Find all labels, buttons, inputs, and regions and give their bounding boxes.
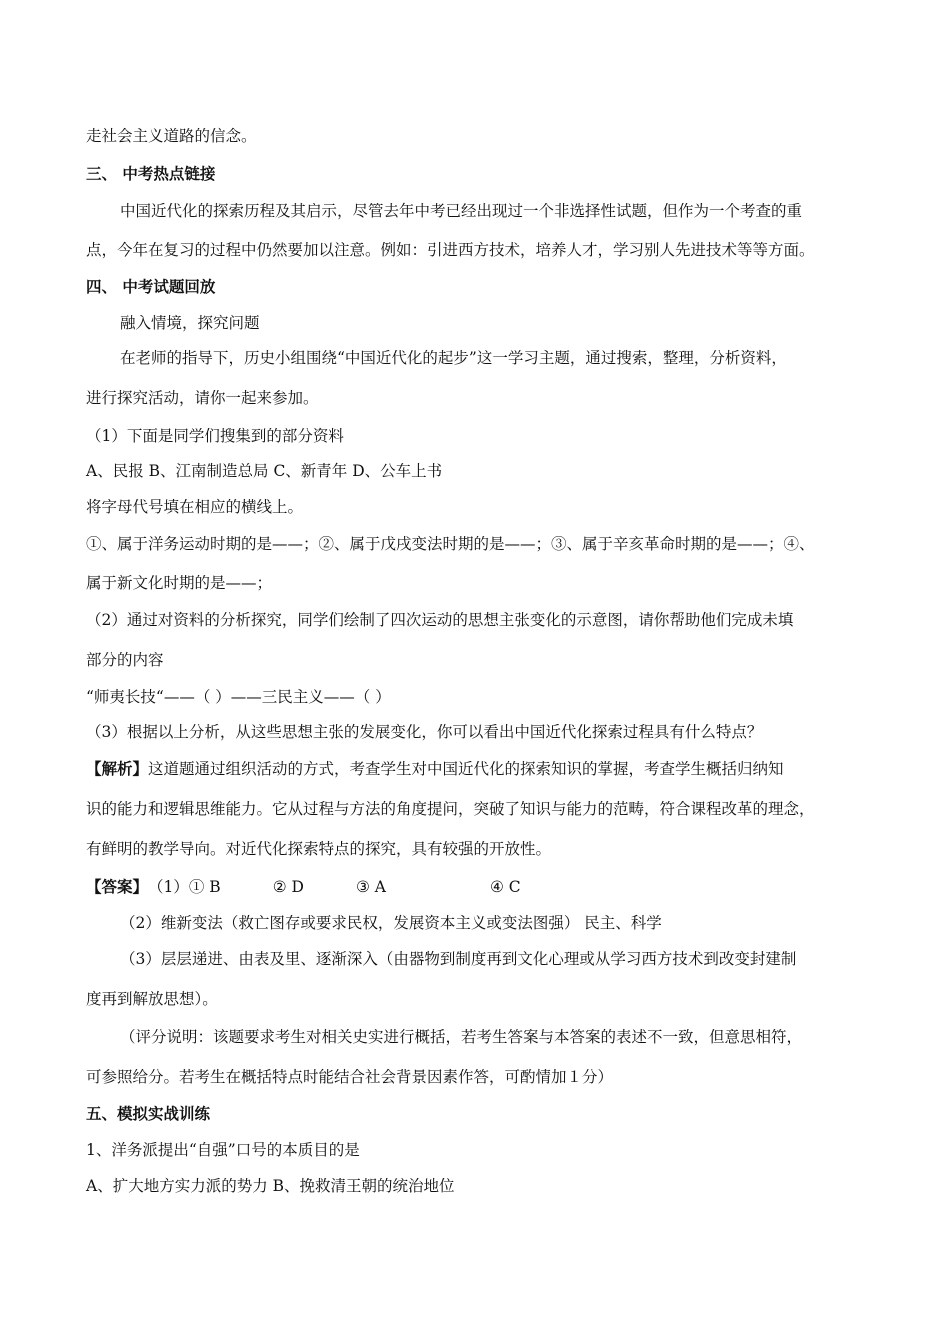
text-line: 识的能力和逻辑思维能力。它从过程与方法的角度提问，突破了知识与能力的范畴，符合课程改革的理念， xyxy=(86,800,815,818)
analysis-label: 【解析】 xyxy=(86,759,149,778)
section-heading-5: 五、模拟实战训练 xyxy=(86,1104,211,1123)
question-3: （3）根据以上分析，从这些思想主张的发展变化，你可以看出中国近代化探索过程具有什么特点？ xyxy=(86,723,763,741)
text-line: 可参照给分。若考生在概括特点时能结合社会背景因素作答，可酌情加１分） xyxy=(86,1068,614,1086)
text-line: 融入情境，探究问题 xyxy=(120,314,260,332)
text-line: 点，今年在复习的过程中仍然要加以注意。例如：引进西方技术，培养人才，学习别人先进技术等等方面。 xyxy=(86,241,815,259)
text-line: 走社会主义道路的信念。 xyxy=(86,127,257,145)
question-1: （1）下面是同学们搜集到的部分资料 xyxy=(86,427,344,445)
options-line: A、扩大地方实力派的势力 B、挽救清王朝的统治地位 xyxy=(86,1177,455,1195)
text-line: 部分的内容 xyxy=(86,651,164,669)
text-line: （评分说明：该题要求考生对相关史实进行概括，若考生答案与本答案的表述不一致，但意思相符， xyxy=(120,1028,803,1046)
text-line: 进行探究活动，请你一起来参加。 xyxy=(86,389,319,407)
answer-item: ② D xyxy=(272,878,304,896)
answer-line xyxy=(86,877,521,897)
analysis-line xyxy=(86,759,784,779)
text-line: 中国近代化的探索历程及其启示，尽管去年中考已经出现过一个非选择性试题，但作为一个考查的重 xyxy=(120,202,803,220)
text-line: 将字母代号填在相应的横线上。 xyxy=(86,498,304,516)
text-line: （3）层层递进、由表及里、逐渐深入（由器物到制度再到文化心理或从学习西方技术到改变封建制 xyxy=(120,950,797,968)
text-line: 度再到解放思想）。 xyxy=(86,990,218,1008)
answer-label: 【答案】 xyxy=(86,877,149,896)
text-line: 在老师的指导下，历史小组围绕“中国近代化的起步”这一学习主题，通过搜索，整理，分析资料， xyxy=(120,349,787,367)
answer-item: ④ C xyxy=(489,878,521,896)
question-2: （2）通过对资料的分析探究，同学们绘制了四次运动的思想主张变化的示意图，请你帮助他们完成未填 xyxy=(86,611,794,629)
answer-item: ③ A xyxy=(355,878,386,896)
text-line: ①、属于洋务运动时期的是——；②、属于戊戌变法时期的是——；③、属于辛亥革命时期的是——；④、 xyxy=(86,535,815,553)
question-line: 1、洋务派提出“自强”口号的本质目的是 xyxy=(86,1141,360,1159)
section-heading-3: 三、 中考热点链接 xyxy=(86,164,216,183)
text-line: 有鲜明的教学导向。对近代化探索特点的探究，具有较强的开放性。 xyxy=(86,840,552,858)
text-line: （2）维新变法（救亡图存或要求民权，发展资本主义或变法图强） 民主、科学 xyxy=(120,914,662,932)
diagram-line: “师夷长技“——（ ）——三民主义——（ ） xyxy=(86,688,391,706)
analysis-text: 这道题通过组织活动的方式，考查学生对中国近代化的探索知识的掌握，考查学生概括归纳知 xyxy=(148,760,784,778)
answer-item: （1）① B xyxy=(148,878,221,896)
section-heading-4: 四、 中考试题回放 xyxy=(86,277,216,296)
text-line: 属于新文化时期的是——； xyxy=(86,574,273,592)
options-line: A、民报 B、江南制造总局 C、新青年 D、公车上书 xyxy=(86,462,443,480)
